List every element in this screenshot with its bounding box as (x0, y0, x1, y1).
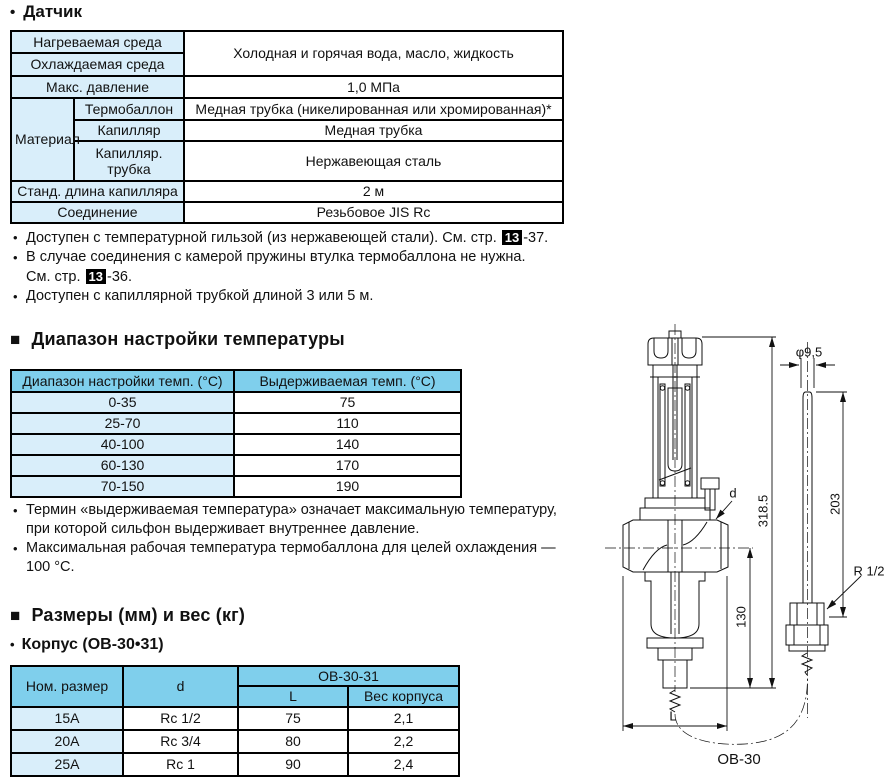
note-text (26, 248, 570, 287)
bullet-icon: • (13, 541, 18, 556)
body-dimensions-table (10, 665, 460, 777)
note-segment: Термин «выдерживаемая температура» означает максимальную температуру, (26, 502, 557, 518)
size-cell: 15A (11, 707, 123, 730)
spec-value: 1,0 МПа (184, 76, 563, 98)
column-header: Ном. размер (11, 666, 123, 707)
temp-limit-cell: 140 (234, 434, 461, 455)
bullet-icon: • (10, 637, 15, 652)
note-segment: -36. (106, 269, 132, 285)
temp-limit-cell: 190 (234, 476, 461, 497)
l-cell: 90 (238, 753, 348, 776)
table-header-row (11, 370, 461, 392)
temp-limit-cell: 170 (234, 455, 461, 476)
spec-value: 2 м (184, 181, 563, 202)
valve-drawing-svg (595, 318, 888, 779)
temp-limit-cell: 75 (234, 392, 461, 413)
table-row (11, 413, 461, 434)
sensor-notes (10, 228, 570, 306)
list-item (10, 539, 576, 577)
table-row (11, 392, 461, 413)
column-header: Выдерживаемая темп. (°C) (234, 370, 461, 392)
column-header: d (123, 666, 238, 707)
list-item (10, 228, 570, 248)
spec-value: Медная трубка (никелированная или хромированная)* (184, 98, 563, 120)
drawing-caption: OB-30 (717, 751, 761, 768)
note-segment: В случае соединения с камерой пружины втулка термобаллона не нужна. (26, 249, 526, 265)
weight-cell: 2,2 (348, 730, 459, 753)
spec-label: Нагреваемая среда (11, 31, 184, 53)
sensor-title-text: Датчик (23, 2, 82, 21)
table-row (11, 76, 563, 98)
temp-title-text: Диапазон настройки температуры (31, 329, 345, 349)
temp-range-cell: 0-35 (11, 392, 234, 413)
table-row (11, 120, 563, 141)
note-text (26, 501, 576, 539)
note-segment: при которой сильфон выдерживает внутреннее давление. (26, 521, 420, 537)
note-segment: 100 °C. (26, 559, 75, 575)
spec-label: Капилляр (74, 120, 184, 141)
bullet-icon: • (13, 503, 18, 518)
spec-value: Медная трубка (184, 120, 563, 141)
note-segment: Доступен с температурной гильзой (из нержавеющей стали). См. стр. (26, 230, 501, 246)
bullet-icon: • (13, 250, 18, 265)
table-row (11, 753, 459, 776)
body-height-dim-label: 130 (733, 606, 749, 628)
spec-label: Капилляр. трубка (74, 141, 184, 181)
d-cell: Rc 3/4 (123, 730, 238, 753)
note-segment: Доступен с капиллярной трубкой длиной 3 или 5 м. (26, 288, 374, 304)
temp-notes (10, 501, 576, 577)
dims-title-text: Размеры (мм) и вес (кг) (31, 605, 246, 625)
bullet-icon: • (13, 230, 18, 245)
table-row (11, 202, 563, 223)
dims-subtitle (10, 636, 164, 654)
spec-group-label: Материал (11, 98, 74, 181)
column-group-header: OB-30-31 (238, 666, 459, 686)
temp-range-cell: 60-130 (11, 455, 234, 476)
temp-section-title (10, 329, 345, 350)
list-item (10, 287, 570, 306)
temp-range-cell: 40-100 (11, 434, 234, 455)
table-row (11, 434, 461, 455)
table-row (11, 476, 461, 497)
total-height-dim-label: 318.5 (755, 494, 771, 528)
size-cell: 25A (11, 753, 123, 776)
spec-label: Соединение (11, 202, 184, 223)
sensor-section-title (10, 2, 82, 22)
temp-range-cell: 25-70 (11, 413, 234, 434)
table-row (11, 181, 563, 202)
width-dim-label: L (669, 708, 677, 724)
spec-value: Холодная и горячая вода, масло, жидкость (184, 31, 563, 76)
l-cell: 75 (238, 707, 348, 730)
valve-technical-drawing (595, 318, 888, 779)
note-segment: См. стр. (26, 269, 85, 285)
port-size-label: d (729, 485, 737, 501)
probe-length-dim-label: 203 (827, 493, 843, 515)
table-row (11, 141, 563, 181)
note-segment: Максимальная рабочая температура термобаллона для целей охлаждения — (26, 540, 556, 556)
weight-cell: 2,1 (348, 707, 459, 730)
bullet-icon: • (13, 289, 18, 304)
table-row (11, 707, 459, 730)
temp-limit-cell: 110 (234, 413, 461, 434)
weight-cell: 2,4 (348, 753, 459, 776)
d-cell: Rc 1 (123, 753, 238, 776)
column-header: L (238, 686, 348, 707)
note-segment: -37. (523, 230, 549, 246)
section-square-icon: ■ (10, 330, 21, 349)
d-cell: Rc 1/2 (123, 707, 238, 730)
spec-label: Охлаждаемая среда (11, 53, 184, 76)
spec-label: Макс. давление (11, 76, 184, 98)
sensor-spec-table (10, 30, 564, 224)
table-row (11, 98, 563, 120)
thread-size-label: R 1/2 (853, 563, 885, 579)
list-item (10, 501, 576, 539)
column-header: Диапазон настройки темп. (°C) (11, 370, 234, 392)
note-text (26, 287, 570, 306)
column-header: Вес корпуса (348, 686, 459, 707)
page-ref-badge: 13 (502, 230, 522, 245)
l-cell: 80 (238, 730, 348, 753)
table-header-row (11, 666, 459, 686)
dims-section-title (10, 605, 245, 626)
bullet-icon: • (10, 4, 16, 21)
diameter-dim-label: φ9,5 (795, 344, 823, 360)
page-ref-badge: 13 (86, 269, 106, 284)
spec-value: Резьбовое JIS Rc (184, 202, 563, 223)
table-row (11, 31, 563, 53)
spec-value: Нержавеющая сталь (184, 141, 563, 181)
table-row (11, 455, 461, 476)
dims-subtitle-text: Корпус (OB-30•31) (21, 636, 164, 653)
temp-range-cell: 70-150 (11, 476, 234, 497)
section-square-icon: ■ (10, 606, 21, 625)
list-item (10, 248, 570, 287)
size-cell: 20A (11, 730, 123, 753)
note-text (26, 539, 576, 577)
table-row (11, 730, 459, 753)
spec-label: Станд. длина капилляра (11, 181, 184, 202)
temp-range-table (10, 369, 462, 498)
spec-label: Термобаллон (74, 98, 184, 120)
note-text (26, 228, 570, 248)
